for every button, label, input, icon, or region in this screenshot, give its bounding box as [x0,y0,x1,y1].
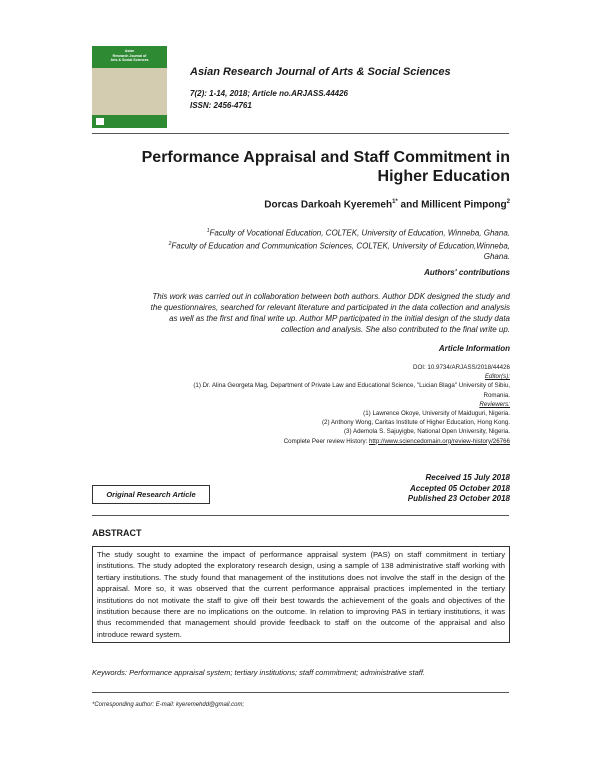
editor: Romania. [483,391,510,399]
author-list [92,199,510,210]
author-affiliation-mark: 2 [506,199,510,205]
affiliation-text: Faculty of Vocational Education, COLTEK, University of Education, Winneba, Ghana. [209,228,510,238]
cover-title-line: Asian [124,49,135,53]
author-name: Millicent Pimpong [421,199,507,211]
contributions-text [92,291,510,335]
cover-footer-band [92,115,167,128]
header-divider [92,133,509,134]
title-line: Higher Education [377,168,510,185]
affiliation-mark: 2 [168,240,172,247]
reviewer: (2) Anthony Wong, Caritas Institute of Higher Education, Hong Kong. [321,419,510,427]
affiliations [92,226,510,262]
abstract-text: The study sought to examine the impact of performance appraisal system (PAS) on staff commitment in tertiary institutions. The study adopted the exploratory research design, using a sample of 138 administrative staff working with tertiary institutions. The study found that management of the institutions does not involve the staff in the design of the appraisal. More so, it was observed that the current performance appraisal practices implemented in the tertiary institutions do not motivate the staff to give off their best towards the achievement of the goals and objectives of the institution because there are no implications on the outcome. In relation to improving PAS in tertiary institutions, it was thus recommended that management should provide feedback to staff on the outcome of the appraisal and also introduce reward system. [92,546,510,643]
article-type-badge: Original Research Article [92,485,210,504]
affiliation [92,239,510,252]
journal-cover-image [92,46,167,128]
cover-title-line: Arts & Social Sciences [110,58,149,62]
accepted-date: Accepted 05 October 2018 [409,483,510,493]
keywords: Keywords: Performance appraisal system; tertiary institutions; staff commitment; administrative staff. [92,668,426,677]
issue-info: 7(2): 1-14, 2018; Article no.ARJASS.44426 [190,89,348,98]
footnote-divider [92,692,509,693]
cover-title-line: Research Journal of [112,53,147,58]
article-info [92,363,510,446]
author-separator: and [397,199,422,211]
author-affiliation-mark: 1* [392,199,398,205]
affiliation-mark: 1 [206,228,210,234]
article-title [92,148,510,186]
contributions-line: the questionnaires, searched for relevant literature and participated in the data collection and analysis [150,303,510,312]
cover-header-band [92,46,167,68]
contributions-line: This work was carried out in collaboration between both authors. Author DDK designed the study and [152,292,510,301]
contributions-line: collection and analysis. She also contributed to the final write up. [280,325,510,334]
contributions-line: as well as the first and final write up. Author MP participated in the initial design of the study data [169,314,510,323]
affiliation [92,226,510,239]
issn: ISSN: 2456-4761 [190,101,252,110]
doi: DOI: 10.9734/ARJASS/2018/44426 [412,364,510,371]
reviewer: (3) Ademola S. Sajuyigbe, National Open University, Nigeria. [344,428,510,436]
contributions-heading: Authors' contributions [424,268,510,277]
reviewers-label: Reviewers: [479,400,510,408]
affiliation-text: Ghana. [483,252,510,262]
editor: (1) Dr. Alina Georgeta Mag, Department of Private Law and Educational Science, "Lucian Blaga" University of Sibiu, [193,382,510,390]
editors-label: Editor(s): [484,373,510,381]
title-line: Performance Appraisal and Staff Commitment in [141,149,510,166]
affiliation-text: Faculty of Education and Communication Sciences, COLTEK, University of Education,Winneba, [171,241,510,251]
publisher-logo-icon [96,118,104,125]
reviewer: (1) Lawrence Okoye, University of Maiduguri, Nigeria. [363,410,510,418]
received-date: Received 15 July 2018 [425,473,510,482]
review-history-label: Complete Peer review History: [283,437,369,445]
corresponding-author-footnote: *Corresponding author: E-mail: kyeremehdd@gmail.com; [92,702,245,708]
article-info-heading: Article Information [438,344,510,353]
cover-title [96,49,163,63]
review-history [92,437,510,446]
journal-name: Asian Research Journal of Arts & Social Sciences [190,66,451,78]
abstract-heading: ABSTRACT [92,528,142,538]
author-name: Dorcas Darkoah Kyeremeh [264,199,393,211]
section-divider [92,515,509,516]
published-date: Published 23 October 2018 [407,494,510,503]
article-dates [300,473,510,505]
review-history-link[interactable]: http://www.sciencedomain.org/review-history/26766 [368,437,510,445]
